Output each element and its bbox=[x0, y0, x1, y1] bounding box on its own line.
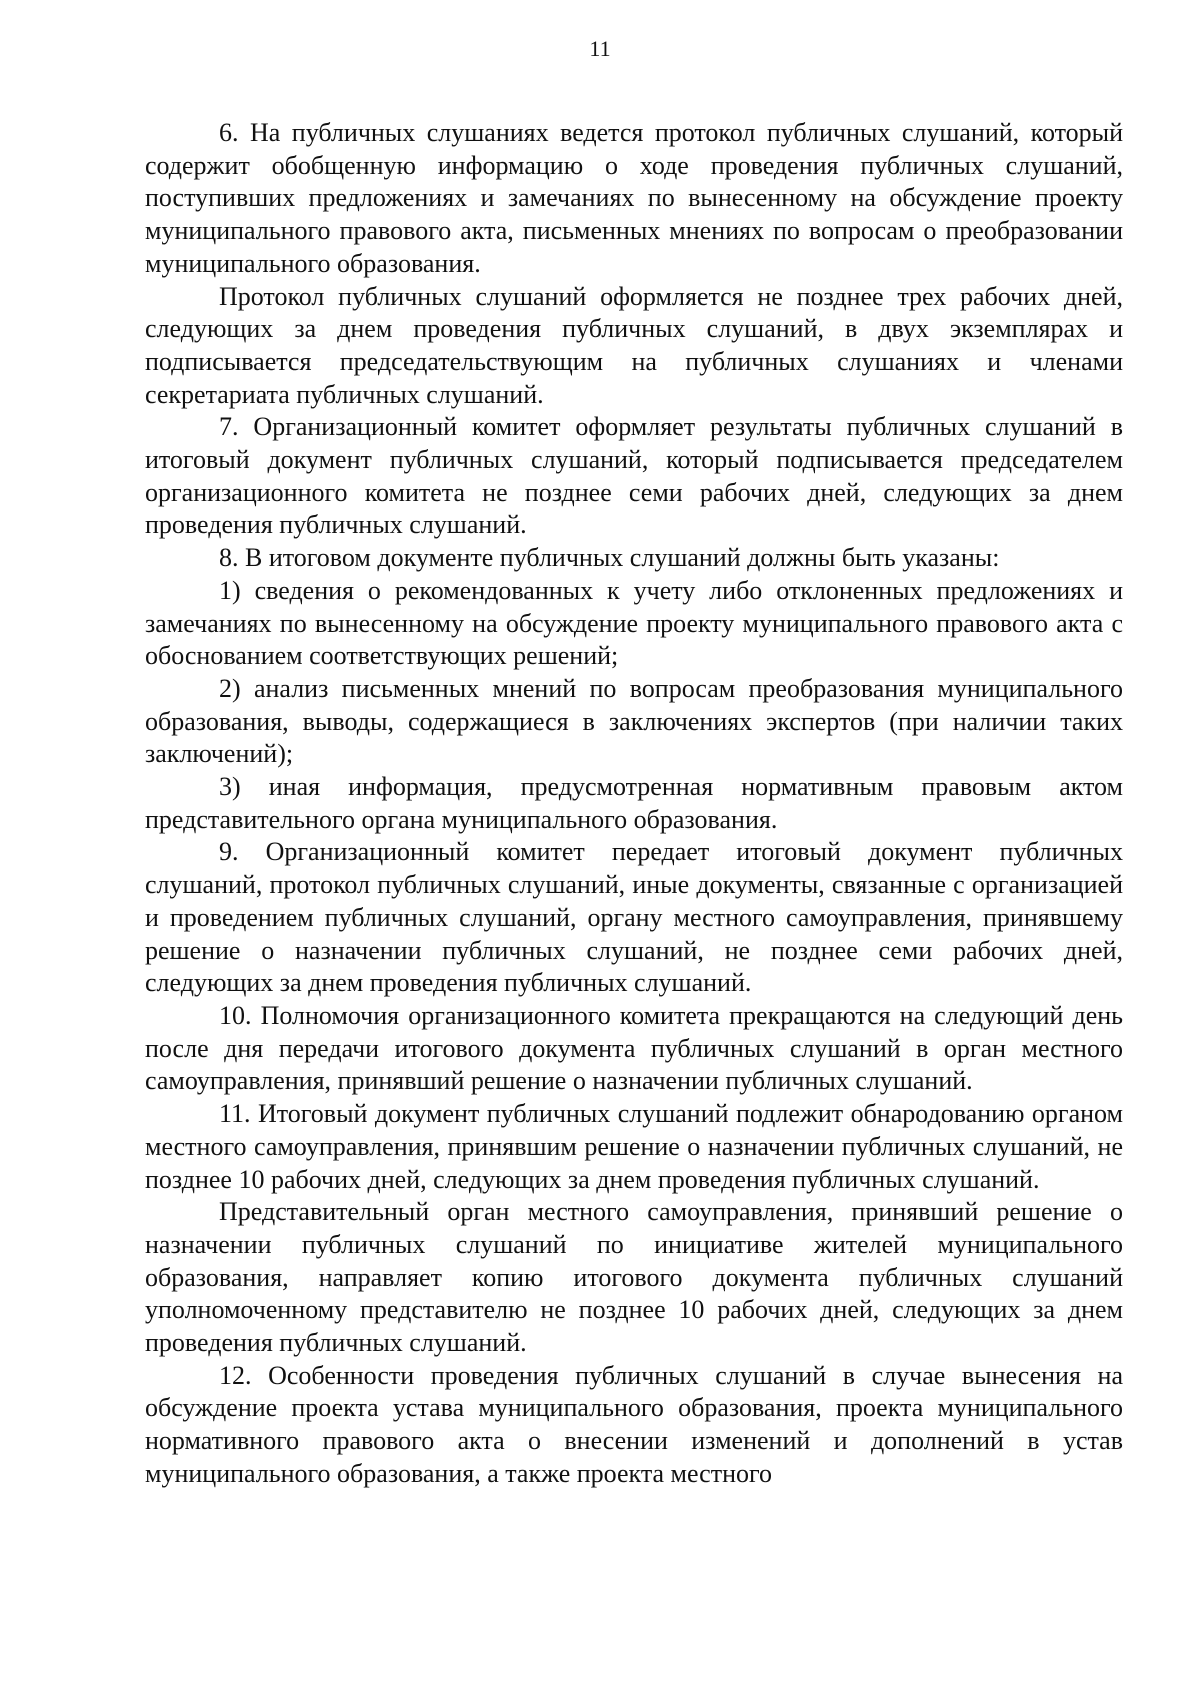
page-number: 11 bbox=[589, 36, 611, 61]
paragraph-8-item-1: 1) сведения о рекомендованных к учету либо отклоненных предложениях и замечаниях по вынесенному на обсуждение проекту муниципального правового акта с обоснованием соответствующих решений; bbox=[145, 575, 1123, 671]
paragraph-9: 9. Организационный комитет передает итоговый документ публичных слушаний, протокол публичных слушаний, иные документы, связанные с организацией и проведением публичных слушаний, органу местного самоуправления, принявшему решение о назначении публичных слушаний, не позднее семи рабочих дней, следующих за днем проведения публичных слушаний. bbox=[145, 837, 1123, 998]
paragraph-7: 7. Организационный комитет оформляет результаты публичных слушаний в итоговый документ публичных слушаний, который подписывается председателем организационного комитета не позднее семи рабочих дней, следующих за днем проведения публичных слушаний. bbox=[145, 412, 1123, 540]
paragraph-8-item-3: 3) иная информация, предусмотренная нормативным правовым актом представительного органа муниципального образования. bbox=[145, 772, 1123, 834]
paragraph-8-item-2: 2) анализ письменных мнений по вопросам преобразования муниципального образования, выводы, содержащиеся в заключениях экспертов (при наличии таких заключений); bbox=[145, 673, 1123, 769]
document-body bbox=[145, 117, 1123, 1491]
paragraph-protocol: Протокол публичных слушаний оформляется не позднее трех рабочих дней, следующих за днем проведения публичных слушаний, в двух экземплярах и подписывается председательствующим на публичных слушаниях и членами секретариата публичных слушаний. bbox=[145, 281, 1123, 409]
paragraph-representative-body: Представительный орган местного самоуправления, принявший решение о назначении публичных слушаний по инициативе жителей муниципального образования, направляет копию итогового документа публичных слушаний уполномоченному представителю не позднее 10 рабочих дней, следующих за днем проведения публичных слушаний. bbox=[145, 1197, 1123, 1358]
paragraph-8: 8. В итоговом документе публичных слушаний должны быть указаны: bbox=[219, 543, 1000, 573]
paragraph-10: 10. Полномочия организационного комитета прекращаются на следующий день после дня передачи итогового документа публичных слушаний в орган местного самоуправления, принявший решение о назначении публичных слушаний. bbox=[145, 1000, 1123, 1096]
paragraph-11: 11. Итоговый документ публичных слушаний подлежит обнародованию органом местного самоуправления, принявшим решение о назначении публичных слушаний, не позднее 10 рабочих дней, следующих за днем проведения публичных слушаний. bbox=[145, 1099, 1123, 1194]
paragraph-12: 12. Особенности проведения публичных слушаний в случае вынесения на обсуждение проекта устава муниципального образования, проекта муниципального нормативного правового акта о внесении изменений и дополнений в устав муниципального образования, а также проекта местного bbox=[145, 1360, 1123, 1488]
paragraph-6: 6. На публичных слушаниях ведется протокол публичных слушаний, который содержит обобщенную информацию о ходе проведения публичных слушаний, поступивших предложениях и замечаниях по вынесенному на обсуждение проекту муниципального правового акта, письменных мнениях по вопросам о преобразовании муниципального образования. bbox=[145, 118, 1123, 278]
